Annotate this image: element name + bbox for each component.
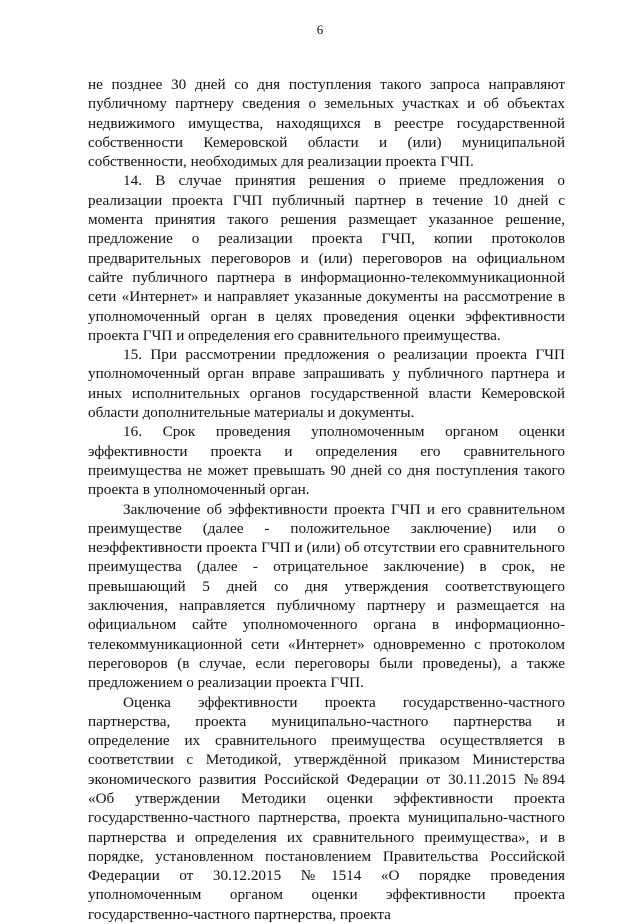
paragraph-continuation: не позднее 30 дней со дня поступления такого запроса направляют публичному партнеру сведения о земельных участках и об объектах недвижимого имущества, находящихся в реестре государственной собственности Кемеровской области и (или) муниципальной собственности, необходимых для реализации проекта ГЧП. [88, 75, 565, 171]
paragraph-conclusion: Заключение об эффективности проекта ГЧП и его сравнительном преимуществе (далее - положительное заключение) или о неэффективности проекта ГЧП и (или) об отсутствии его сравнительного преимущества (далее - отрицательное заключение) в срок, не превышающий 5 дней со дня утверждения соответствующего заключения, направляется публичному партнеру и размещается на официальном сайте уполномоченного органа в информационно-телекоммуникационной сети «Интернет» одновременно с протоколом переговоров (в случае, если переговоры были проведены), а также предложением о реализации проекта ГЧП. [88, 500, 565, 693]
document-body [88, 75, 565, 924]
paragraph-item-14: 14. В случае принятия решения о приеме предложения о реализации проекта ГЧП публичный партнер в течение 10 дней с момента принятия такого решения размещает указанное решение, предложение о реализации проекта ГЧП, копии протоколов предварительных переговоров и (или) переговоров на официальном сайте публичного партнера в информационно-телекоммуникационной сети «Интернет» и направляет указанные документы на рассмотрение в уполномоченный орган в целях проведения оценки эффективности проекта ГЧП и определения его сравнительного преимущества. [88, 171, 565, 345]
paragraph-evaluation: Оценка эффективности проекта государственно-частного партнерства, проекта муниципально-частного партнерства и определение их сравнительного преимущества осуществляется в соответствии с Методикой, утверждённой приказом Министерства экономического развития Российской Федерации от 30.11.2015 №894 «Об утверждении Методики оценки эффективности проекта государственно-частного партнерства, проекта муниципально-частного партнерства и определения их сравнительного преимущества», и в порядке, установленном постановлением Правительства Российской Федерации от 30.12.2015 №1514 «О порядке проведения уполномоченным органом оценки эффективности проекта государственно-частного партнерства, проекта [88, 693, 565, 924]
paragraph-item-16: 16. Срок проведения уполномоченным органом оценки эффективности проекта и определения его сравнительного преимущества не может превышать 90 дней со дня поступления такого проекта в уполномоченный орган. [88, 422, 565, 499]
page-number: 6 [0, 22, 640, 38]
paragraph-item-15: 15. При рассмотрении предложения о реализации проекта ГЧП уполномоченный орган вправе запрашивать у публичного партнера и иных исполнительных органов государственной власти Кемеровской области дополнительные материалы и документы. [88, 345, 565, 422]
